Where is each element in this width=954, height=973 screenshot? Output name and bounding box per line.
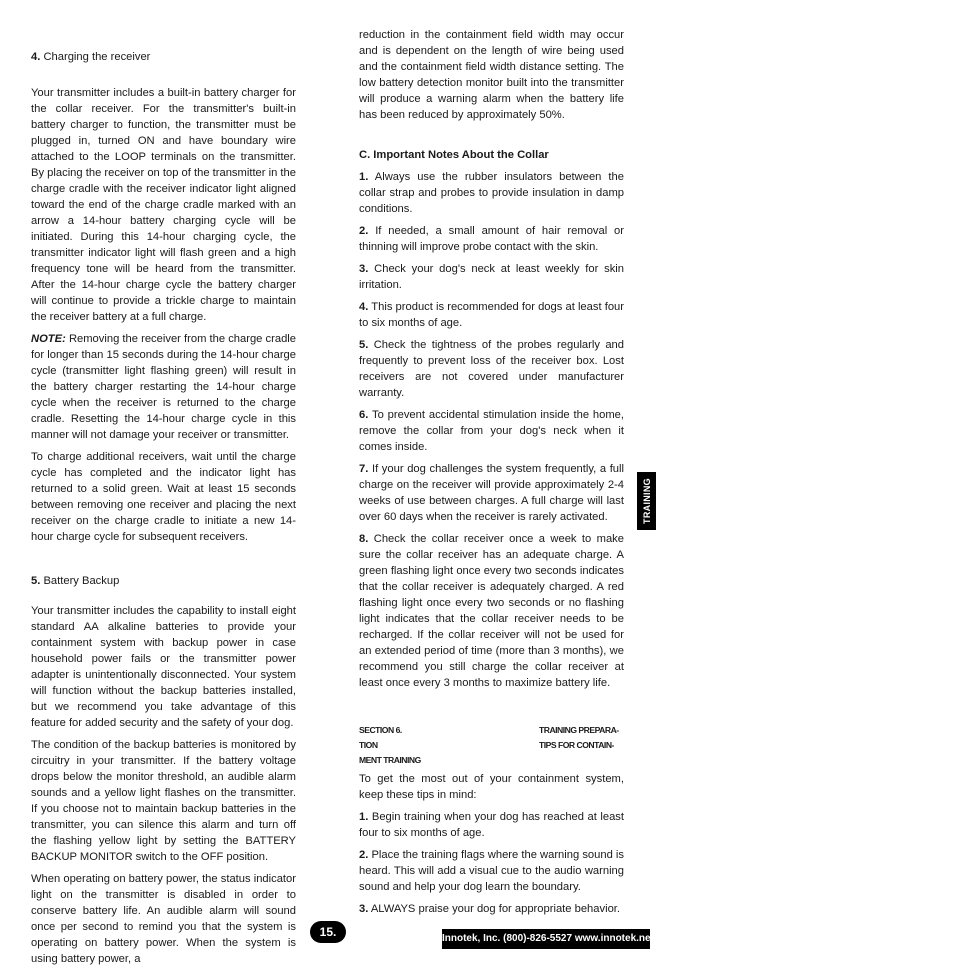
right-column [359,27,624,923]
collar-note-item-text: Check your dog's neck at least weekly for skin irritation. [359,263,625,291]
section-6-left-text: SECTION 6. TION MENT TRAINING [359,725,421,765]
section-6-right-text: TRAINING PREPARA- TIPS FOR CONTAIN- [539,725,619,750]
training-tip-item [359,847,624,895]
collar-note-item-number: 2. [359,225,369,237]
collar-note-item [359,169,624,217]
charging-note: NOTE: Removing the receiver from the charge cradle for longer than 15 seconds during the 14-hour charge cycle (transmitter light flashing green) will result in the battery charger restarting the 14-hour charge cycle when the receiver is returned to the charge cradle. Resetting the 14-hour charge cycle in this manner will not damage your receiver or transmitter. [31,333,296,441]
continued-paragraph: reduction in the containment field width may occur and is dependent on the length of wire being used and the containment field width distance setting. The low battery detection monitor built into the transmitter will produce a warning alarm when the battery life has been reduced by approximately 50%. [359,29,624,121]
section-side-tab [637,472,656,530]
collar-note-item [359,461,624,525]
collar-note-item [359,531,624,691]
collar-notes-heading: C. Important Notes About the Collar [359,149,549,161]
charging-heading: 4. Charging the receiver [31,51,151,63]
collar-note-item-number: 1. [359,171,369,183]
collar-note-item [359,407,624,455]
training-tip-item-text: Begin training when your dog has reached at least four to six months of age. [359,811,624,839]
collar-note-item [359,223,624,255]
collar-note-item-text: To prevent accidental stimulation inside the home, remove the collar from your dog's neck when it comes inside. [359,409,624,453]
collar-note-item-text: Always use the rubber insulators between the collar strap and probes to provide insulation in damp conditions. [359,171,624,215]
section-6-heading [359,723,624,765]
collar-note-item-text: This product is recommended for dogs at least four to six months of age. [359,301,624,329]
collar-note-item-number: 3. [359,263,369,275]
tips-intro: To get the most out of your containment system, keep these tips in mind: [359,773,624,801]
collar-note-item-text: Check the tightness of the probes regularly and frequently to prevent loss of the receiver box. Lost receivers are not covered under manufacturer warranty. [359,339,624,399]
collar-note-item [359,299,624,331]
footer-contact: Innotek, Inc. (800)-826-5527 www.innotek.net [442,929,650,949]
collar-notes-list [359,169,624,691]
collar-note-item-number: 4. [359,301,369,313]
training-tip-item [359,901,624,917]
backup-paragraph-3: When operating on battery power, the status indicator light on the transmitter is disabled in order to conserve battery life. An audible alarm will sound once per second to remind you that the system is operating on battery power. When the system is using battery power, a [31,873,296,965]
training-tip-item-text: Place the training flags where the warning sound is heard. This will add a visual cue to the audio warning sound and help your dog learn the boundary. [359,849,624,893]
training-tip-item [359,809,624,841]
collar-note-item-text: If your dog challenges the system frequently, a full charge on the receiver will provide approximately 2-4 weeks of use between charges. A full charge will last over 60 days when the receiver is rarely activated. [359,463,624,523]
collar-note-item-text: If needed, a small amount of hair removal or thinning will improve probe contact with the skin. [359,225,625,253]
training-tip-item-number: 2. [359,849,369,861]
backup-heading: 5. Battery Backup [31,575,120,587]
collar-note-item-number: 7. [359,463,369,475]
charging-paragraph-3: To charge additional receivers, wait until the charge cycle has completed and the indicator light has returned to a solid green. Wait at least 15 seconds between removing one receiver and placing the next receiver on the charge cradle to initiate a new 14-hour charge cycle for subsequent receivers. [31,451,296,543]
collar-note-item-text: Check the collar receiver once a week to make sure the collar receiver has an adequate charge. A green flashing light once every two seconds indicates that the collar receiver is adequately charged. A red flashing light once every two seconds or no flashing light indicates that the collar receiver needs to be recharged. If the collar receiver will not be used for an extended period of time (more than 3 months), we recommend you still charge the collar receiver at least once every 3 months to maximize battery life. [359,533,624,689]
backup-paragraph-2: The condition of the backup batteries is monitored by circuitry in your transmitter. If the battery voltage drops below the monitor threshold, an audible alarm sounds and a yellow light flashes on the transmitter. If you choose not to maintain backup batteries in the transmitter, you can silence this alarm and turn off the flashing yellow light by setting the BATTERY BACKUP MONITOR switch to the OFF position. [31,739,296,863]
training-tip-item-number: 1. [359,811,369,823]
left-column [31,49,296,973]
page-number: 15. [310,921,346,943]
charging-paragraph-1: Your transmitter includes a built-in battery charger for the collar receiver. For the transmitter's built-in battery charger to function, the transmitter must be plugged in, turned ON and have boundary wire attached to the LOOP terminals on the transmitter. By placing the receiver on top of the transmitter in the charge cradle with the receiver indicator light aligned toward the end of the charge cradle marked with an arrow a 14-hour battery charging cycle will be initiated. During this 14-hour charging cycle, the transmitter indicator light will flash green and a high frequency tone will be heard from the transmitter. After the 14-hour charge cycle the battery charger will continue to provide a trickle charge to maintain the receiver battery at a full charge. [31,87,296,323]
training-tip-item-text: ALWAYS praise your dog for appropriate behavior. [370,903,621,915]
tips-list [359,809,624,917]
collar-note-item-number: 6. [359,409,369,421]
collar-note-item [359,261,624,293]
collar-note-item-number: 5. [359,339,369,351]
collar-note-item-number: 8. [359,533,369,545]
backup-paragraph-1: Your transmitter includes the capability to install eight standard AA alkaline batteries to provide your containment system with backup power in case household power fails or the transmitter power adapter is unintentionally disconnected. Your system will function without the backup batteries installed, but we recommend you take advantage of this feature for added security and the safety of your dog. [31,605,296,729]
collar-note-item [359,337,624,401]
training-tip-item-number: 3. [359,903,369,915]
side-tab-label: TRAINING [641,478,652,524]
